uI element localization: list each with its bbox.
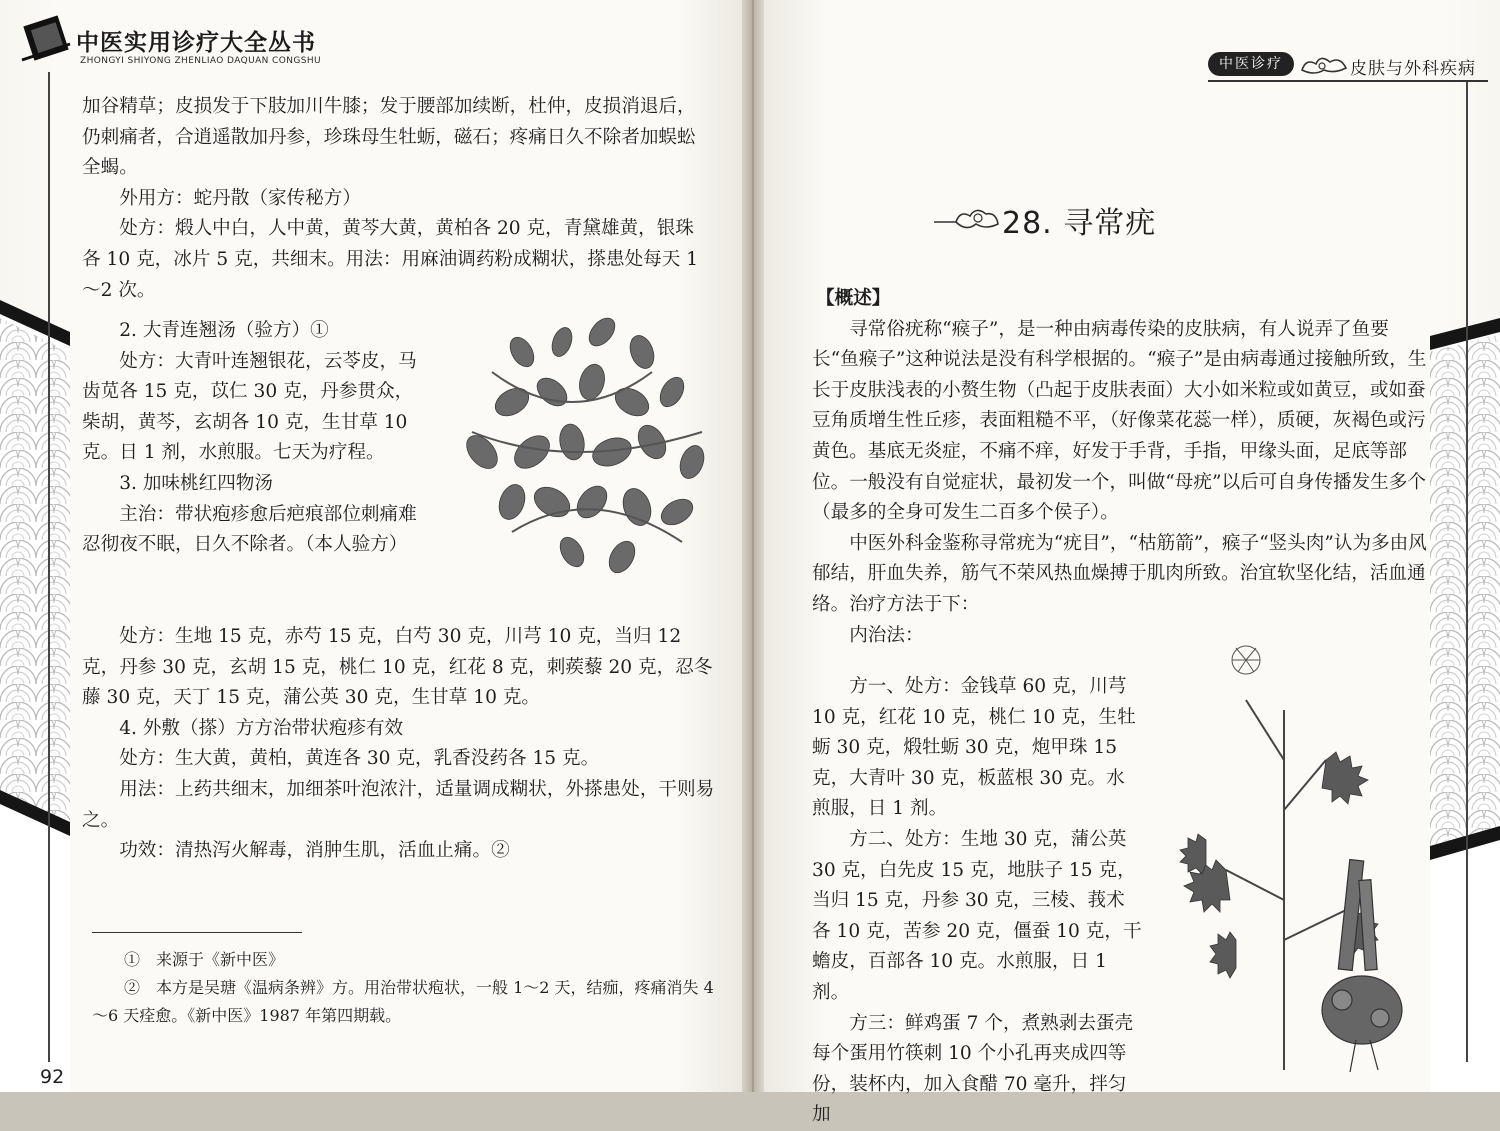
left-text-block-bottom bbox=[82, 622, 722, 867]
left-margin-rule bbox=[48, 72, 50, 1062]
purslane-illustration bbox=[452, 312, 722, 592]
header-underline bbox=[1208, 80, 1488, 82]
footnote: ① 来源于《新中医》 bbox=[124, 950, 285, 969]
page-number: 92 bbox=[40, 1066, 65, 1088]
herb-plant-graphic bbox=[1166, 640, 1426, 1080]
paragraph: 方二、处方：生地 30 克，蒲公英 30 克，白先皮 15 克，地肤子 15 克，当归 15 克，丹参 30 克，三棱、莪术各 10 克，苦参 20 克，僵蚕 10 克，干蟾皮，百部各 10 克。水煎服，日 1 剂。 bbox=[812, 828, 1142, 1003]
right-margin-wave-pattern bbox=[1430, 0, 1500, 1092]
section-label: 【概述】 bbox=[816, 288, 891, 309]
book-gutter bbox=[742, 0, 764, 1092]
paragraph: 外用方：蛇丹散（家传秘方） bbox=[119, 187, 361, 209]
category-badge: 中医诊疗 bbox=[1208, 52, 1294, 76]
right-text-block-bottom bbox=[812, 672, 1142, 1131]
wave-pattern-graphic bbox=[1430, 0, 1500, 1092]
paragraph: 中医外科金鉴称寻常疣为“疣目”，“枯筋箭”，瘊子“竖头肉”认为多由风郁结，肝血失养，筋气不荣风热血燥搏于肌肉所致。治宜软坚化结，活血通络。治疗方法于下： bbox=[812, 532, 1427, 615]
plant-leaves-graphic bbox=[452, 312, 722, 592]
herb-illustration bbox=[1166, 640, 1426, 1080]
series-title: 中医实用诊疗大全丛书 bbox=[76, 29, 316, 56]
left-text-block-top bbox=[82, 92, 712, 306]
paragraph: 3. 加味桃红四物汤 bbox=[119, 472, 273, 494]
paragraph: 2. 大青连翘汤（验方）① bbox=[119, 320, 329, 341]
paragraph: 内治法： bbox=[849, 624, 924, 646]
right-margin-rule bbox=[1466, 82, 1468, 1062]
paragraph: 处方：生地 15 克，赤芍 15 克，白芍 30 克，川芎 10 克，当归 12 克，丹参 30 克，玄胡 15 克，桃仁 10 克，红花 8 克，刺蒺藜 20 克，忍冬藤 30 克，天丁 15 克，蒲公英 30 克，生甘草 10 克。 bbox=[82, 626, 713, 709]
series-header bbox=[18, 14, 438, 74]
paragraph: 方一、处方：金钱草 60 克，川芎 10 克，红花 10 克，桃仁 10 克，生牡蛎 30 克，煅牡蛎 30 克，炮甲珠 15 克，大青叶 30 克，板蓝根 30 克。水煎服，日 1 剂。 bbox=[812, 676, 1136, 820]
left-page bbox=[0, 0, 752, 1092]
series-pinyin: ZHONGYI SHIYONG ZHENLIAO DAQUAN CONGSHU bbox=[80, 56, 321, 66]
paragraph: 处方：煅人中白，人中黄，黄芩大黄，黄柏各 20 克，青黛雄黄，银珠各 10 克，冰片 5 克，共细末。用法：用麻油调药粉成糊状，搽患处每天 1～2 次。 bbox=[82, 218, 699, 301]
section-header bbox=[1208, 48, 1488, 82]
footnotes bbox=[92, 946, 722, 1030]
left-margin-wave-pattern bbox=[0, 0, 70, 1092]
paragraph: 功效：清热泻火解毒，消肿生肌，活血止痛。② bbox=[119, 840, 510, 862]
paragraph: 方三：鲜鸡蛋 7 个，煮熟剥去蛋壳每个蛋用竹筷刺 10 个小孔再夹成四等份，装杯内，加入食醋 70 毫升，拌匀加 bbox=[812, 1012, 1134, 1126]
footnote: ② 本方是吴瑭《温病条辨》方。用治带状疱状，一般 1～2 天，结痂，疼痛消失 4～6 天痊愈。《新中医》1987 年第四期载。 bbox=[92, 978, 714, 1025]
paragraph: 处方：大青叶连翘银花，云苓皮，马齿苋各 15 克，苡仁 30 克，丹参贯众，柴胡，黄芩，玄胡各 10 克，生甘草 10 克。日 1 剂，水煎服。七天为疗程。 bbox=[82, 350, 417, 464]
book-logo-icon bbox=[18, 14, 74, 66]
paragraph: 4. 外敷（搽）方方治带状疱疹有效 bbox=[119, 717, 404, 739]
right-page bbox=[752, 0, 1500, 1126]
footnote-rule bbox=[92, 932, 302, 933]
chapter-cloud-ornament-icon bbox=[934, 204, 1000, 234]
left-text-block-middle bbox=[82, 316, 422, 561]
paragraph: 处方：生大黄，黄柏，黄连各 30 克，乳香没药各 15 克。 bbox=[119, 748, 600, 770]
right-text-block-top bbox=[812, 284, 1432, 651]
section-title: 皮肤与外科疾病 bbox=[1350, 59, 1476, 79]
paragraph: 寻常俗疣称“瘊子”，是一种由病毒传染的皮肤病，有人说弄了鱼要长“鱼瘊子”这种说法是没有科学根据的。“瘊子”是由病毒通过接触所致，生长于皮肤浅表的小赘生物（凸起于皮肤表面）大小如米粒或如黄豆，或如蚕豆角质增生性丘疹，表面粗糙不平，（好像菜花蕊一样），质硬，灰褐色或污黄色。基底无炎症，不痛不痒，好发于手背，手指，甲缘头面，足底等部位。一般没有自觉症状，最初发一个，叫做“母疣”以后可自身传播发生多个（最多的全身可发生二百多个侯子）。 bbox=[812, 318, 1427, 524]
cloud-ornament-icon bbox=[1300, 54, 1348, 76]
chapter-title: 28. 寻常疣 bbox=[1002, 206, 1157, 241]
paragraph: 主治：带状疱疹愈后疤痕部位刺痛难忍彻夜不眠，日久不除者。（本人验方） bbox=[82, 503, 417, 556]
paragraph: 用法：上药共细末，加细茶叶泡浓汁，适量调成糊状，外搽患处，干则易之。 bbox=[82, 778, 715, 831]
wave-pattern-graphic bbox=[0, 0, 70, 1092]
paragraph: 加谷精草；皮损发于下肢加川牛膝；发于腰部加续断，杜仲，皮损消退后，仍刺痛者，合逍遥散加丹参，珍珠母生牡蛎，磁石；疼痛日久不除者加蜈蚣全蝎。 bbox=[82, 96, 696, 179]
